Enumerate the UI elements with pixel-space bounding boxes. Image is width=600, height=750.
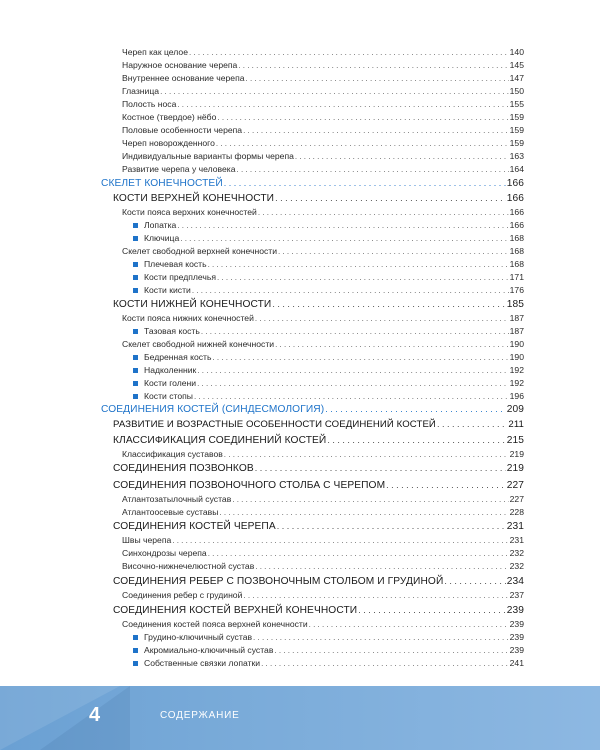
toc-entry: Наружное основание черепа . . . 145 bbox=[122, 61, 524, 70]
toc-entry: Внутреннее основание черепа . . . 147 bbox=[122, 74, 524, 83]
toc-entry: Половые особенности черепа . . . 159 bbox=[122, 126, 524, 135]
toc-chapter: РАЗВИТИЕ И ВОЗРАСТНЫЕ ОСОБЕННОСТИ СОЕДИНЕНИЙ КОСТЕЙ . . . 211 bbox=[113, 420, 524, 430]
toc-entry: Кости пояса верхних конечностей . . . 166 bbox=[122, 208, 524, 217]
toc-entry: Надколенник . . . 192 bbox=[133, 366, 524, 375]
footer-band bbox=[0, 686, 600, 750]
toc-entry: Соединения костей пояса верхней конечности . . . 239 bbox=[122, 620, 524, 629]
toc-entry: Развитие черепа у человека . . . 164 bbox=[122, 165, 524, 174]
toc-entry: Кости голени . . . 192 bbox=[133, 379, 524, 388]
toc-entry: Бедренная кость . . . 190 bbox=[133, 353, 524, 362]
running-title: СОДЕРЖАНИЕ bbox=[160, 710, 240, 721]
toc-entry: Собственные связки лопатки . . . 241 bbox=[133, 659, 524, 668]
toc-entry: Атлантозатылочный сустав . . . 227 bbox=[122, 495, 524, 504]
toc-chapter: КОСТИ НИЖНЕЙ КОНЕЧНОСТИ . . . 185 bbox=[113, 300, 524, 310]
toc-entry: Плечевая кость . . . 168 bbox=[133, 260, 524, 269]
toc-entry: Кости предплечья . . . 171 bbox=[133, 273, 524, 282]
toc-entry: Кости стопы . . . 196 bbox=[133, 392, 524, 401]
toc-entry: Тазовая кость . . . 187 bbox=[133, 327, 524, 336]
toc-section-heading: СКЕЛЕТ КОНЕЧНОСТЕЙ . . . 166 bbox=[101, 179, 524, 189]
toc-entry: Костное (твердое) нёбо . . . 159 bbox=[122, 113, 524, 122]
toc-entry: Ключица . . . 168 bbox=[133, 234, 524, 243]
toc-entry: Кости кисти . . . 176 bbox=[133, 286, 524, 295]
toc-entry: Синхондрозы черепа . . . 232 bbox=[122, 549, 524, 558]
toc-entry: Атлантоосевые суставы . . . 228 bbox=[122, 508, 524, 517]
toc-entry: Глазница . . . 150 bbox=[122, 87, 524, 96]
toc-chapter: КЛАССИФИКАЦИЯ СОЕДИНЕНИЙ КОСТЕЙ . . . 215 bbox=[113, 436, 524, 446]
toc-entry: Скелет свободной нижней конечности . . . 190 bbox=[122, 340, 524, 349]
toc-entry: Грудино-ключичный сустав . . . 239 bbox=[133, 633, 524, 642]
toc-chapter: СОЕДИНЕНИЯ ПОЗВОНКОВ . . . 219 bbox=[113, 464, 524, 474]
toc-entry: Классификация суставов . . . 219 bbox=[122, 450, 524, 459]
toc-section-heading: СОЕДИНЕНИЯ КОСТЕЙ (СИНДЕСМОЛОГИЯ) . . . 209 bbox=[101, 405, 524, 415]
toc-chapter: СОЕДИНЕНИЯ ПОЗВОНОЧНОГО СТОЛБА С ЧЕРЕПОМ . . . 227 bbox=[113, 481, 524, 491]
toc-chapter: КОСТИ ВЕРХНЕЙ КОНЕЧНОСТИ . . . 166 bbox=[113, 194, 524, 204]
toc-entry: Череп как целое . . . 140 bbox=[122, 48, 524, 57]
toc-entry: Соединения ребер с грудиной . . . 237 bbox=[122, 591, 524, 600]
toc-entry: Акромиально-ключичный сустав . . . 239 bbox=[133, 646, 524, 655]
toc-chapter: СОЕДИНЕНИЯ КОСТЕЙ ЧЕРЕПА . . . 231 bbox=[113, 522, 524, 532]
toc-entry: Швы черепа . . . 231 bbox=[122, 536, 524, 545]
toc-entry: Скелет свободной верхней конечности . . . 168 bbox=[122, 247, 524, 256]
decorative-facet bbox=[40, 686, 130, 750]
page-number: 4 bbox=[89, 704, 101, 726]
toc-entry: Кости пояса нижних конечностей . . . 187 bbox=[122, 314, 524, 323]
toc-entry: Индивидуальные варианты формы черепа . . . 163 bbox=[122, 152, 524, 161]
toc-entry: Височно-нижнечелюстной сустав . . . 232 bbox=[122, 562, 524, 571]
toc-chapter: СОЕДИНЕНИЯ РЕБЕР С ПОЗВОНОЧНЫМ СТОЛБОМ И ГРУДИНОЙ . . . 234 bbox=[113, 577, 524, 587]
toc-entry: Полость носа . . . 155 bbox=[122, 100, 524, 109]
toc-entry: Лопатка . . . 166 bbox=[133, 221, 524, 230]
toc-chapter: СОЕДИНЕНИЯ КОСТЕЙ ВЕРХНЕЙ КОНЕЧНОСТИ . . . 239 bbox=[113, 606, 524, 616]
toc-entry: Череп новорожденного . . . 159 bbox=[122, 139, 524, 148]
